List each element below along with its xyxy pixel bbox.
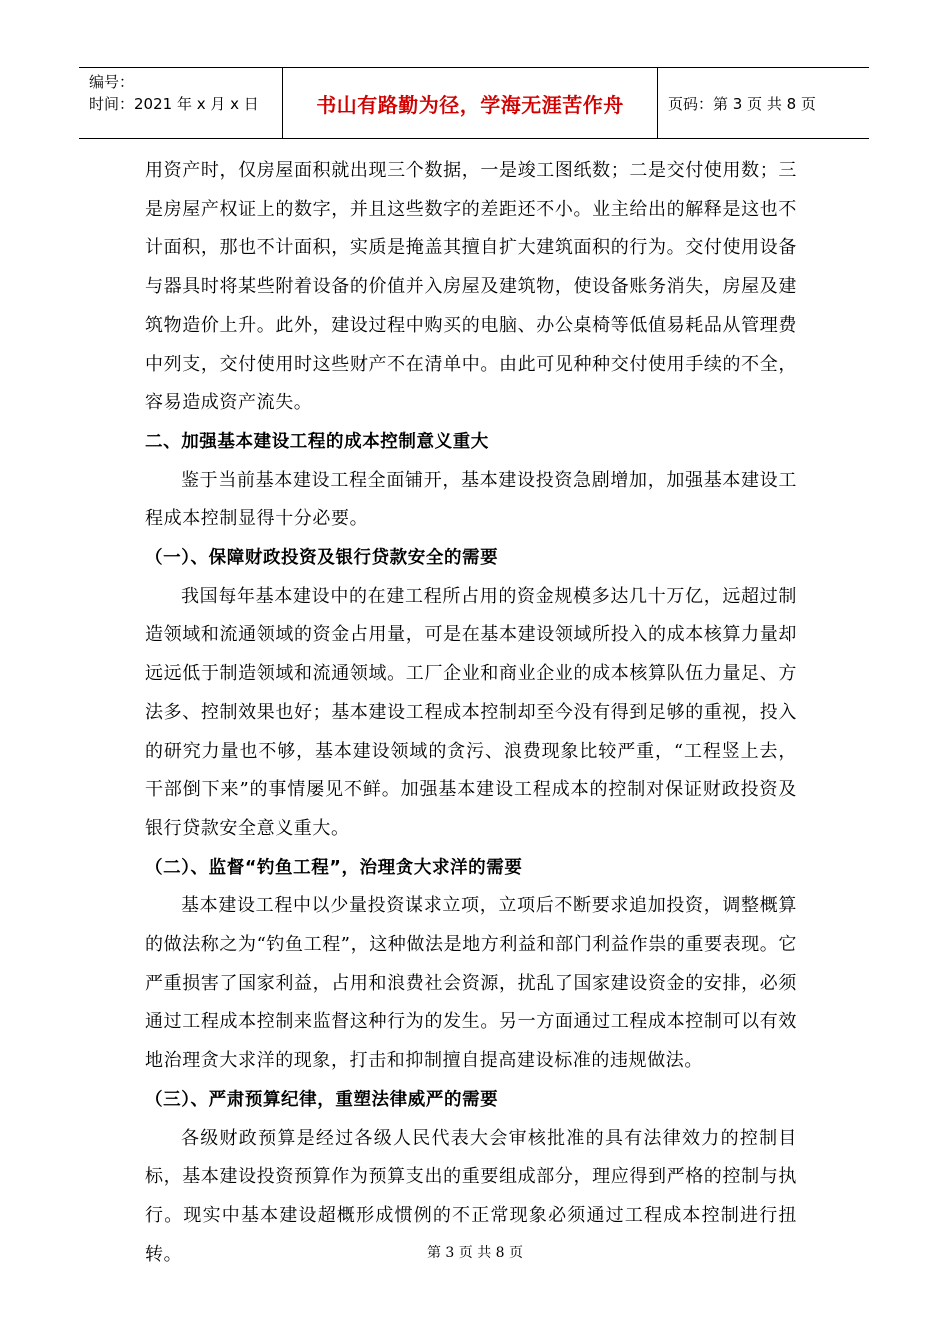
paragraph-0: 用资产时，仅房屋面积就出现三个数据，一是竣工图纸数；二是交付使用数；三是房屋产权证上的数字，并且这些数字的差距还不小。业主给出的解释是这也不计面积，那也不计面积，实质是掩盖其擅自扩大建筑面积的行为。交付使用设备与器具时将某些附着设备的价值并入房屋及建筑物，使设备账务消失，房屋及建筑物造价上升。此外，建设过程中购买的电脑、办公桌椅等低值易耗品从管理费中列支，交付使用时这些财产不在清单中。由此可见种种交付使用手续的不全，容易造成资产流失。 [145, 160, 797, 414]
page-footer: 第 3 页 共 8 页 [426, 1245, 524, 1261]
document-date-label: 时间：2021 年 x 月 x 日 [89, 95, 259, 113]
paragraph-4: 我国每年基本建设中的在建工程所占用的资金规模多达几十万亿，远超过制造领域和流通领域的资金占用量，可是在基本建设领域所投入的成本核算力量却远远低于制造领域和流通领域。工厂企业和商业企业的成本核算队伍力量足、方法多、控制效果也好；基本建设工程成本控制却至今没有得到足够的重视，投入的研究力量也不够，基本建设领域的贪污、浪费现象比较严重，“工程竖上去，干部倒下来”的事情屡见不鲜。加强基本建设工程成本的控制对保证财政投资及银行贷款安全意义重大。 [145, 585, 797, 839]
page-header [79, 67, 869, 139]
paragraph-8: 各级财政预算是经过各级人民代表大会审核批准的具有法律效力的控制目标，基本建设投资预算作为预算支出的重要组成部分，理应得到严格的控制与执行。现实中基本建设超概形成惯例的不正常现象必须通过工程成本控制进行扭转。 [145, 1127, 797, 1265]
subsection-heading-1: （一）、保障财政投资及银行贷款安全的需要 [145, 548, 499, 569]
document-body [145, 152, 797, 1274]
header-motto: 书山有路勤为径，学海无涯苦作舟 [283, 68, 658, 138]
paragraph-6: 基本建设工程中以少量投资谋求立项，立项后不断要求追加投资，调整概算的做法称之为“钓鱼工程”，这种做法是地方利益和部门利益作祟的重要表现。它严重损害了国家利益，占用和浪费社会资源，扰乱了国家建设资金的安排，必须通过工程成本控制来监督这种行为的发生。另一方面通过工程成本控制可以有效地治理贪大求洋的现象，打击和抑制擅自提高建设标准的违规做法。 [145, 895, 798, 1072]
header-meta-cell [79, 68, 283, 138]
document-number-label: 编号： [89, 73, 135, 91]
section-heading-2: 二、加强基本建设工程的成本控制意义重大 [145, 431, 489, 452]
paragraph-2: 鉴于当前基本建设工程全面铺开，基本建设投资急剧增加，加强基本建设工程成本控制显得十分必要。 [145, 469, 797, 530]
header-page-info: 页码：第 3 页 共 8 页 [668, 94, 816, 113]
subsection-heading-2: （二）、监督“钓鱼工程”，治理贪大求洋的需要 [145, 857, 523, 878]
subsection-heading-3: （三）、严肃预算纪律，重塑法律威严的需要 [145, 1089, 499, 1110]
